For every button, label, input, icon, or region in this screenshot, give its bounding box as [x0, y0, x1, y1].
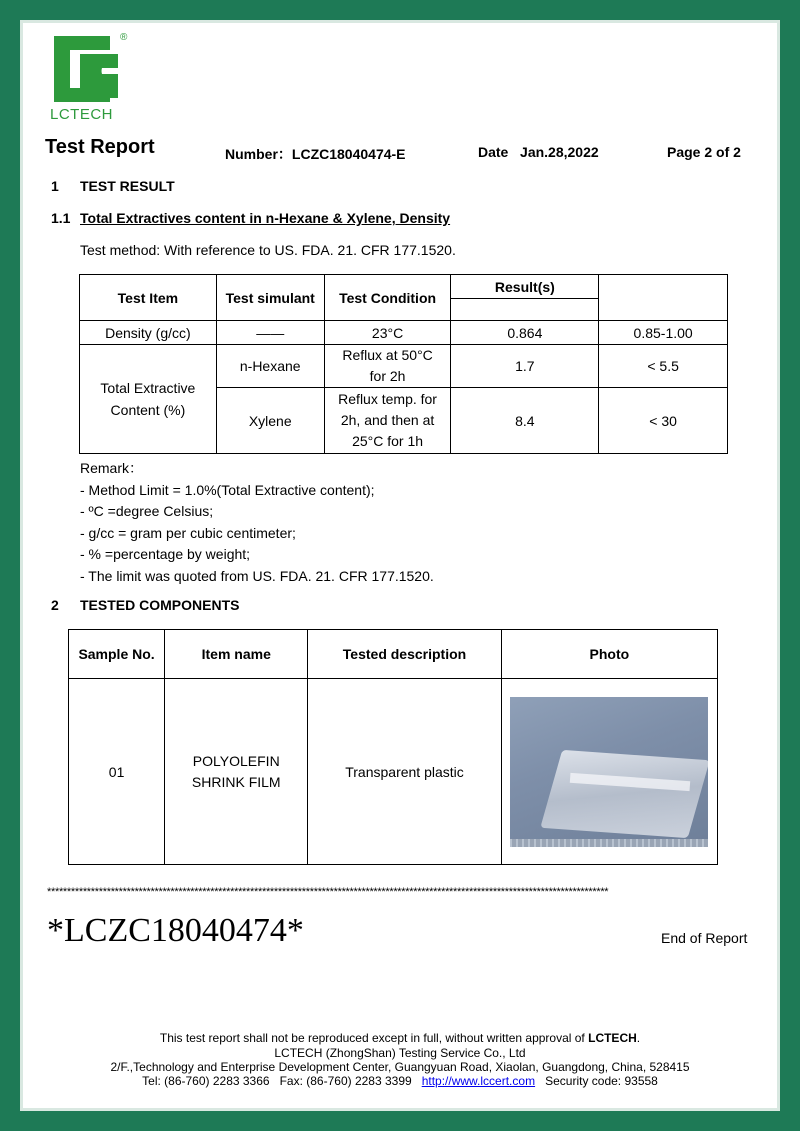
- sample-photo: [510, 697, 708, 847]
- remark-line: - ºC =degree Celsius;: [80, 503, 214, 519]
- item-name-2: SHRINK FILM: [191, 773, 281, 790]
- footer-line2: LCTECH (ZhongShan) Testing Service Co., Ltd: [274, 1046, 526, 1060]
- section2-number: 2: [51, 597, 59, 613]
- logo-text: LCTECH: [50, 106, 114, 123]
- th-test-condition: Test Condition: [324, 275, 451, 321]
- xylene-limit: < 30: [599, 388, 728, 454]
- th-photo: Photo: [501, 630, 717, 679]
- density-simulant: ——: [216, 321, 324, 345]
- th-limit: [599, 275, 728, 321]
- item-name: [165, 679, 308, 865]
- section1-1-title: Total Extractives content in n-Hexane & Xylene, Density: [80, 210, 451, 226]
- density-condition: 23°C: [324, 321, 451, 345]
- remark-line: - % =percentage by weight;: [80, 546, 251, 562]
- footer-security-code: Security code: 93558: [545, 1074, 658, 1088]
- test-method: Test method: With reference to US. FDA. 21. CFR 177.1520.: [80, 242, 456, 258]
- page-title: Test Report: [45, 136, 155, 158]
- tested-description: Transparent plastic: [308, 679, 501, 865]
- table-row: [69, 679, 718, 865]
- footer-website-link[interactable]: http://www.lccert.com: [421, 1074, 536, 1088]
- footer-line3: 2/F.,Technology and Enterprise Development Center, Guangyuan Road, Xiaolan, Guangdong, China, 528415: [110, 1060, 690, 1074]
- density-limit: 0.85-1.00: [599, 321, 728, 345]
- xylene-condition-1: Reflux temp. for: [338, 391, 437, 407]
- remarks: [80, 458, 434, 587]
- section2-title: TESTED COMPONENTS: [80, 597, 240, 613]
- sample-no: 01: [69, 679, 165, 865]
- star-separator: *********************************************************************************************************************************************: [47, 886, 609, 898]
- number-label: Number：: [225, 146, 292, 162]
- section1-title: TEST RESULT: [80, 178, 175, 194]
- footer-line4: [20, 1074, 780, 1088]
- barcode-text: *LCZC18040474*: [47, 912, 304, 949]
- footer-line1: [20, 1031, 780, 1045]
- xylene-result: 8.4: [451, 388, 599, 454]
- extractive-label-1: Total Extractive: [100, 380, 196, 396]
- end-of-report: End of Report: [661, 930, 748, 946]
- components-table: [68, 629, 718, 865]
- hexane-condition-1: Reflux at 50°C: [342, 347, 433, 363]
- section1-number: 1: [51, 178, 59, 194]
- results-header-row: [80, 275, 728, 299]
- number-value: LCZC18040474-E: [291, 146, 406, 162]
- th-tested-description: Tested description: [308, 630, 501, 679]
- extractive-label-2: Content (%): [110, 402, 186, 418]
- th-test-item: Test Item: [80, 275, 217, 321]
- components-header-row: [69, 630, 718, 679]
- date-label: Date: [478, 144, 509, 160]
- footer-line1-brand: LCTECH: [588, 1031, 637, 1045]
- th-results: Result(s): [451, 275, 599, 299]
- footer-fax: Fax: (86-760) 2283 3399: [279, 1074, 412, 1088]
- registered-mark: ®: [120, 32, 128, 43]
- xylene-condition: [324, 388, 451, 454]
- xylene-condition-2: 2h, and then at: [340, 412, 435, 428]
- remark-line: - The limit was quoted from US. FDA. 21. CFR 177.1520.: [80, 567, 434, 584]
- item-name-1: POLYOLEFIN: [192, 752, 280, 769]
- xylene-simulant: Xylene: [216, 388, 324, 454]
- table-row: [80, 321, 728, 345]
- date-value: Jan.28,2022: [520, 144, 599, 160]
- density-item: Density (g/cc): [80, 321, 217, 345]
- page-number: Page 2 of 2: [667, 144, 741, 160]
- xylene-condition-3: 25°C for 1h: [352, 433, 424, 449]
- remark-title: Remark：: [80, 460, 144, 476]
- th-test-simulant: Test simulant: [216, 275, 324, 321]
- shrink-film-shape: [541, 749, 709, 837]
- hexane-result: 1.7: [451, 345, 599, 388]
- table-row: [80, 345, 728, 388]
- results-table: [79, 274, 728, 454]
- th-item-name: Item name: [165, 630, 308, 679]
- hexane-condition-2: for 2h: [369, 368, 406, 384]
- report-date: [478, 144, 599, 160]
- report-page: [20, 20, 780, 1111]
- extractive-item: [80, 345, 217, 454]
- remark-line: - Method Limit = 1.0%(Total Extractive content);: [80, 481, 375, 498]
- remark-line: - g/cc = gram per cubic centimeter;: [80, 524, 296, 541]
- photo-cell: [501, 679, 717, 865]
- ruler: [510, 839, 708, 847]
- th-results-sub: [451, 299, 599, 321]
- footer-line1-suffix: .: [636, 1031, 641, 1045]
- footer-line1-prefix: This test report shall not be reproduced except in full, without written approval of: [159, 1031, 589, 1045]
- section1-1-number: 1.1: [51, 210, 71, 226]
- footer-tel: Tel: (86-760) 2283 3366: [142, 1074, 270, 1088]
- hexane-limit: < 5.5: [599, 345, 728, 388]
- report-number: [225, 144, 406, 164]
- th-sample-no: Sample No.: [69, 630, 165, 679]
- hexane-condition: [324, 345, 451, 388]
- density-result: 0.864: [451, 321, 599, 345]
- hexane-simulant: n-Hexane: [216, 345, 324, 388]
